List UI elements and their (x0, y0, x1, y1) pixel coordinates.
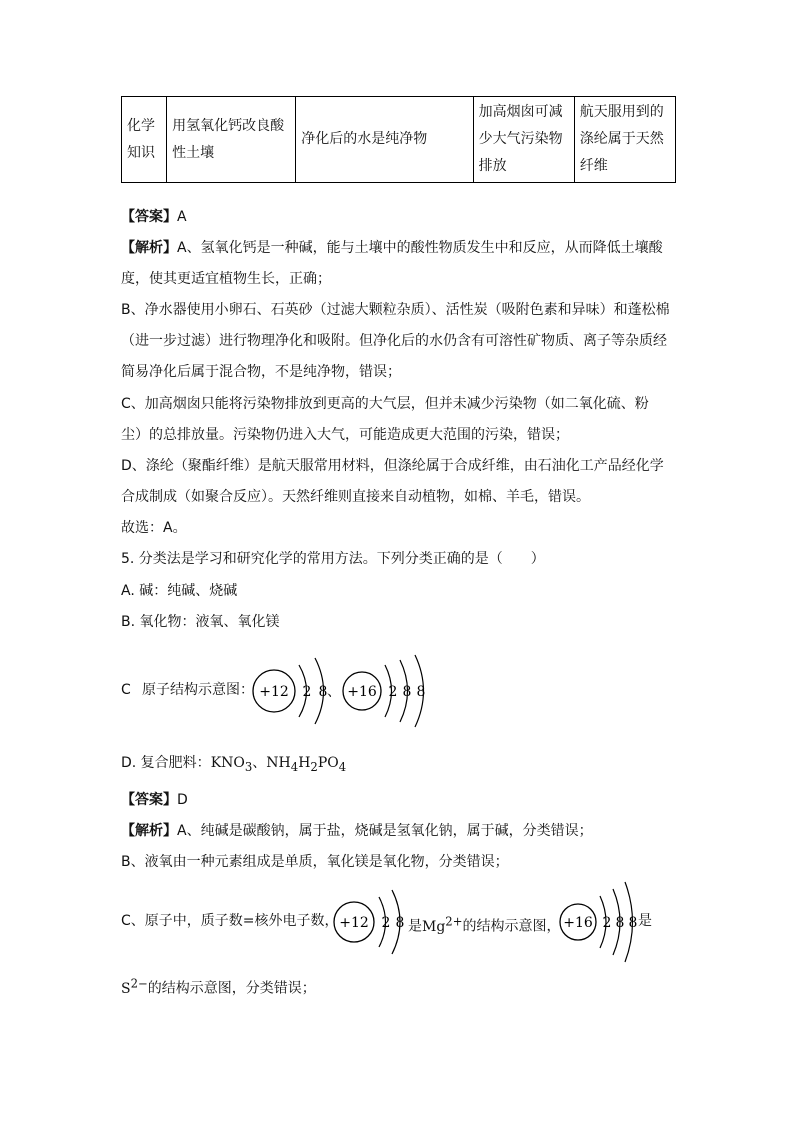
option-c-letter: C (121, 682, 131, 698)
formula-part: KNO (210, 755, 245, 771)
shell-count: 8 (615, 915, 625, 931)
q4-analysis-line: D、涤纶（聚酯纤维）是航天服常用材料，但涤纶属于合成纤维，由石油化工产品经化学 (121, 458, 664, 474)
table-cell: 化学知识 (122, 97, 167, 183)
table-cell: 用氢氧化钙改良酸性土壤 (167, 97, 296, 183)
formula-subscript: 2 (310, 759, 318, 774)
nucleus-charge: +16 (563, 915, 593, 931)
q5-analysis-line-c-prefix: C、原子中，质子数=核外电子数， (121, 913, 339, 929)
formula-mg-ion (422, 914, 463, 935)
table-cell: 加高烟囱可减少大气污染物排放 (473, 97, 574, 183)
analysis-text: A、纯碱是碳酸钠，属于盐，烧碱是氢氧化钠，属于碱，分类错误； (177, 823, 593, 839)
q4-analysis-line: C、加高烟囱只能将污染物排放到更高的大气层，但并未减少污染物（如二氧化硫、粉 (121, 396, 649, 412)
q5-analysis-line: B、液氧由一种元素组成是单质，氧化镁是氧化物，分类错误； (121, 854, 509, 870)
q4-answer (121, 207, 187, 227)
formula-superscript: 2+ (445, 914, 463, 928)
formula-subscript: 3 (244, 759, 253, 774)
answer-label: 【答案】 (121, 792, 177, 808)
q5-analysis-line-c-tail (121, 973, 316, 999)
nucleus-charge: +16 (347, 684, 377, 700)
q5-stem: 5. 分类法是学习和研究化学的常用方法。下列分类正确的是（ ） (121, 551, 545, 567)
shell-count: 2 (388, 684, 398, 700)
q4-analysis-line: 简易净化后属于混合物，不是纯净物，错误； (121, 364, 401, 380)
answer-value: A (177, 209, 187, 225)
option-d-label: D. 复合肥料： (121, 755, 211, 771)
q4-analysis-line: B、净水器使用小卵石、石英砂（过滤大颗粒杂质）、活性炭（吸附色素和异味）和蓬松棉 (121, 302, 670, 318)
q4-analysis-line: 度，使其更适宜植物生长，正确； (121, 271, 331, 287)
formula-part: NH (266, 755, 291, 771)
option-d (121, 753, 346, 777)
formula-subscript: 4 (290, 759, 299, 774)
atom-structure-diagram (330, 885, 410, 959)
option-a: A. 碱：纯碱、烧碱 (121, 583, 238, 599)
answer-value: D (177, 792, 188, 808)
formula-superscript: 2− (130, 976, 148, 990)
nucleus-charge: +12 (339, 915, 369, 931)
formula-nh4h2po4 (266, 755, 347, 774)
formula-s-ion (121, 976, 148, 997)
shell-count: 2 (381, 915, 391, 931)
shell-count: 8 (416, 684, 426, 700)
formula-part: PO (317, 755, 339, 771)
text-fragment: 是 (408, 918, 422, 935)
shell-count: 2 (602, 915, 612, 931)
option-c-label: 原子结构示意图： (142, 682, 254, 698)
analysis-label: 【解析】 (121, 823, 177, 839)
q4-analysis-line (121, 238, 663, 258)
q5-answer (121, 790, 188, 810)
q4-analysis-line: 合成制成（如聚合反应）。天然纤维则直接来自动植物，如棉、羊毛，错误。 (121, 489, 590, 505)
shell-count: 8 (395, 915, 405, 931)
text-fragment: 的结构示意图，分类错误； (147, 980, 316, 997)
shell-count: 8 (628, 915, 638, 931)
shell-count: 8 (318, 684, 328, 700)
q4-analysis-line: （进一步过滤）进行物理净化和吸附。但净化后的水仍含有可溶性矿物质、离子等杂质经 (121, 333, 667, 349)
analysis-text: A、氢氧化钙是一种碱，能与土壤中的酸性物质发生中和反应，从而降低土壤酸 (177, 240, 663, 256)
answer-label: 【答案】 (121, 209, 177, 225)
text-fragment: 是 (638, 913, 652, 929)
formula-part: Mg (422, 918, 446, 935)
nucleus-charge: +12 (259, 684, 289, 700)
q5-analysis-line-c-mid (408, 911, 560, 937)
knowledge-table (121, 96, 676, 183)
text-fragment: 的结构示意图， (462, 918, 561, 935)
table-cell: 净化后的水是纯净物 (296, 97, 473, 183)
separator: 、 (252, 755, 267, 771)
table-row (122, 97, 676, 183)
formula-part: S (121, 980, 131, 997)
atom-structure-diagram (558, 880, 640, 964)
formula-kno3 (210, 755, 253, 774)
option-b: B. 氧化物：液氧、氧化镁 (121, 614, 280, 630)
table-cell: 航天服用到的涤纶属于天然纤维 (574, 97, 675, 183)
shell-count: 8 (402, 684, 412, 700)
analysis-label: 【解析】 (121, 240, 177, 256)
shell-count: 2 (302, 684, 312, 700)
formula-part: H (298, 755, 311, 771)
atom-structure-diagram (340, 652, 440, 730)
separator: 、 (327, 684, 341, 700)
q4-analysis-line: 故选：A。 (121, 520, 187, 536)
q5-analysis-line (121, 821, 593, 841)
q4-analysis-line: 尘）的总排放量。污染物仍进入大气，可能造成更大范围的污染，错误； (121, 427, 569, 443)
formula-subscript: 4 (338, 759, 347, 774)
